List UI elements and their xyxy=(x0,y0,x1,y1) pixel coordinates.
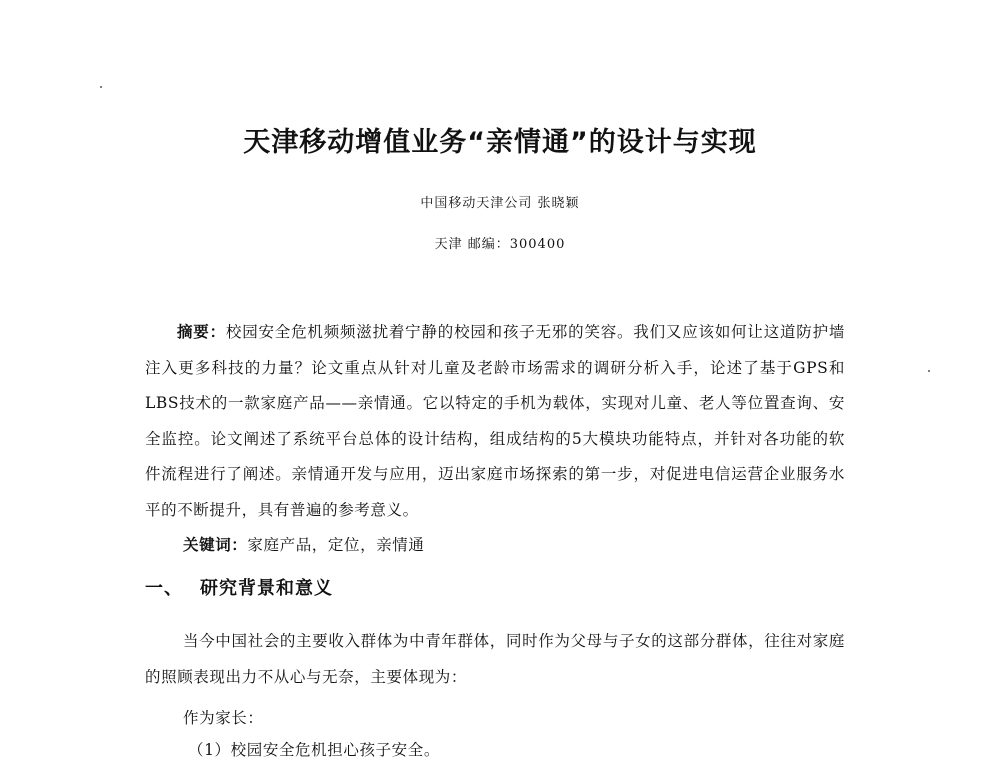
section-number: 一、 xyxy=(145,578,183,599)
abstract-paragraph xyxy=(145,314,845,528)
keywords-line xyxy=(145,527,883,564)
section-heading xyxy=(145,574,333,600)
scan-speck xyxy=(928,370,930,372)
author-line: 中国移动天津公司 张晓颖 xyxy=(420,196,580,211)
section-paragraph: 当今中国社会的主要收入群体为中青年群体，同时作为父母与子女的这部分群体，往往对家庭的照顾表现出力不从心与无奈，主要体现为： xyxy=(145,632,845,686)
address-line: 天津 邮编：300400 xyxy=(434,237,566,252)
section-title: 研究背景和意义 xyxy=(200,578,333,599)
document-title: 天津移动增值业务“亲情通”的设计与实现 xyxy=(243,127,757,158)
abstract-text: 校园安全危机频频滋扰着宁静的校园和孩子无邪的笑容。我们又应该如何让这道防护墙注入更多科技的力量？论文重点从针对儿童及老龄市场需求的调研分析入手，论述了基于GPS和LBS技术的一款家庭产品——亲情通。它以特定的手机为载体，实现对儿童、老人等位置查询、安全监控。论文阐述了系统平台总体的设计结构，组成结构的5大模块功能特点，并针对各功能的软件流程进行了阐述。亲情通开发与应用，迈出家庭市场探索的第一步，对促进电信运营企业服务水平的不断提升，具有普遍的参考意义。 xyxy=(145,323,845,519)
list-item: （1）校园安全危机担心孩子安全。 xyxy=(188,741,440,759)
parent-label: 作为家长： xyxy=(183,709,264,727)
keywords-text: 家庭产品，定位，亲情通 xyxy=(247,536,425,554)
abstract-label: 摘要： xyxy=(177,322,226,341)
keywords-label: 关键词： xyxy=(183,535,248,554)
scan-speck xyxy=(100,86,102,88)
